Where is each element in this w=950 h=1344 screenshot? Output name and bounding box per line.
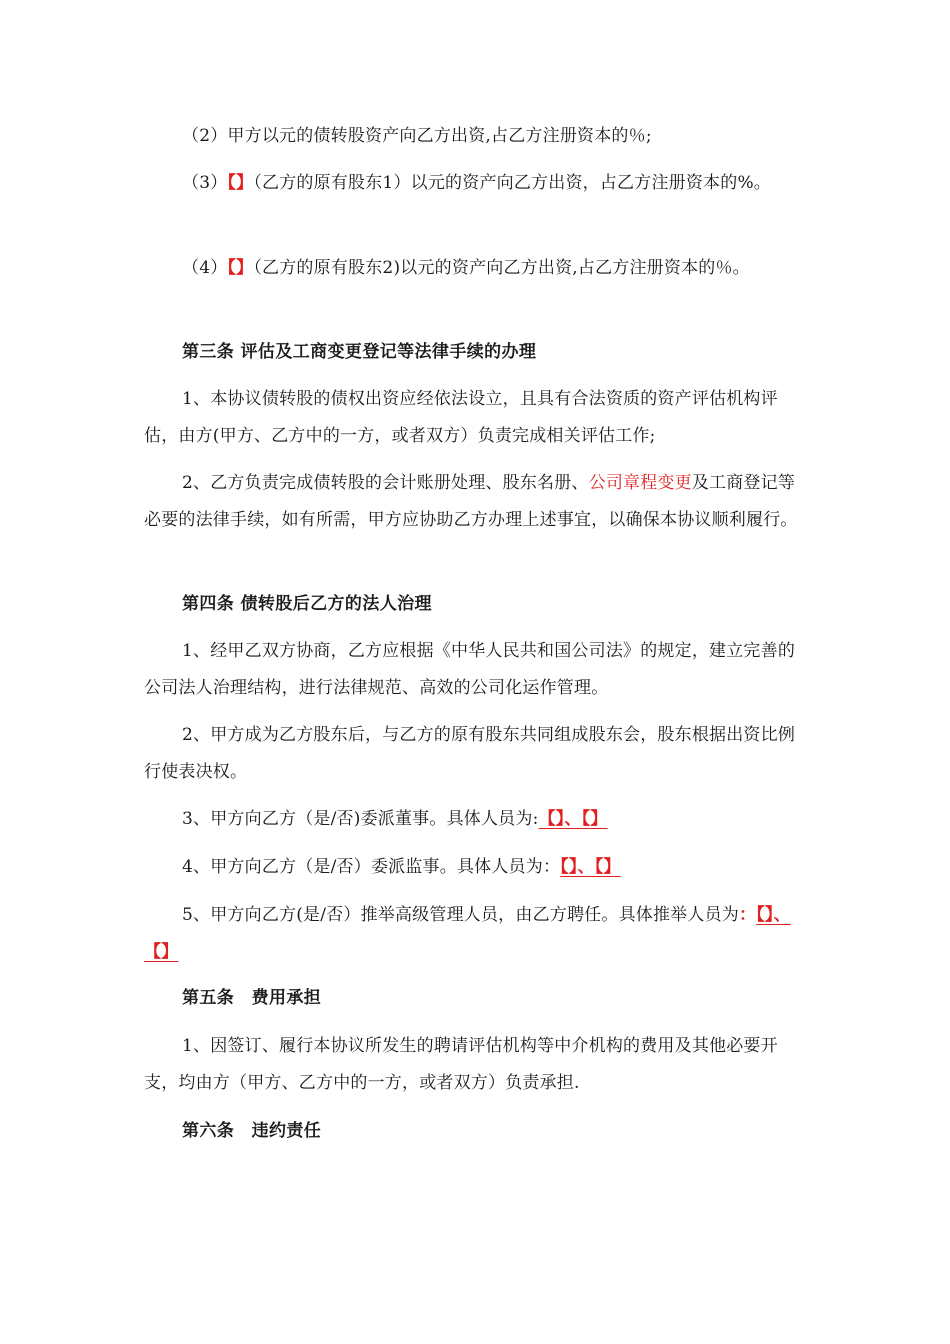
paragraph-text: 1、经甲乙双方协商，乙方应根据《中华人民共和国公司法》的规定，建立完善的公司法人治理结构，进行法律规范、高效的公司化运作管理。	[144, 641, 796, 698]
paragraph-text: 3、甲方向乙方（是/否)委派董事。具体人员为:	[182, 809, 539, 829]
article-4-item-1	[144, 633, 808, 707]
paragraph-capital-item-2	[144, 118, 808, 155]
paragraph-text: （乙方的原有股东1）以元的资产向乙方出资，占乙方注册资本的%。	[253, 173, 771, 193]
supervisor-names-field[interactable]: 【】、【】	[560, 857, 621, 877]
item-number: （3）	[182, 173, 228, 193]
paragraph-text: 1、本协议债转股的债权出资应经依法设立，且具有合法资质的资产评估机构评估，由方(甲方、乙方中的一方，或者双方）负责完成相关评估工作;	[144, 389, 778, 446]
article-4-item-5	[144, 897, 808, 971]
item-number: （4）	[182, 258, 228, 278]
manager-names-field[interactable]: 【】、【】	[144, 905, 791, 962]
blank-bracket: 【】	[227, 173, 254, 193]
article-5-item-1	[144, 1028, 808, 1102]
article-4-item-3	[144, 801, 808, 838]
article-5-heading: 第五条 费用承担	[182, 988, 322, 1008]
paragraph-text: 2、乙方负责完成债转股的会计账册处理、股东名册、	[182, 473, 589, 493]
article-3-heading: 第三条 评估及工商变更登记等法律手续的办理	[182, 342, 537, 362]
article-3-item-2	[144, 465, 808, 539]
paragraph-text: 5、甲方向乙方(是/否）推举高级管理人员，由乙方聘任。具体推举人员为	[182, 905, 739, 925]
paragraph-text: 4、甲方向乙方（是/否）委派监事。具体人员为：	[182, 857, 561, 877]
paragraph-capital-item-4	[144, 250, 808, 287]
colon-mark: ：	[738, 905, 757, 925]
paragraph-text: （2）甲方以元的债转股资产向乙方出资,占乙方注册资本的％;	[182, 126, 652, 146]
article-3-item-1	[144, 381, 808, 455]
article-4-heading: 第四条 债转股后乙方的法人治理	[182, 594, 432, 614]
paragraph-text: 及工商登记等必要的法律手续，如有所需，甲方应协助乙方办理上述事宜，以确保本协议顺利履行。	[144, 473, 798, 530]
blank-bracket: 【】	[227, 258, 254, 278]
paragraph-text: （乙方的原有股东2)以元的资产向乙方出资,占乙方注册资本的％。	[253, 258, 750, 278]
article-6-heading: 第六条 违约责任	[182, 1121, 322, 1141]
paragraph-text: 2、甲方成为乙方股东后，与乙方的原有股东共同组成股东会，股东根据出资比例行使表决权。	[144, 725, 796, 782]
article-4-item-4	[144, 849, 808, 886]
director-names-field[interactable]: 【】、【】	[538, 809, 608, 829]
articles-amendment-link[interactable]: 公司章程变更	[588, 473, 692, 493]
paragraph-text: 1、因签订、履行本协议所发生的聘请评估机构等中介机构的费用及其他必要开支，均由方（甲方、乙方中的一方，或者双方）负责承担.	[144, 1036, 778, 1093]
paragraph-capital-item-3	[144, 165, 808, 202]
article-4-item-2	[144, 717, 808, 791]
